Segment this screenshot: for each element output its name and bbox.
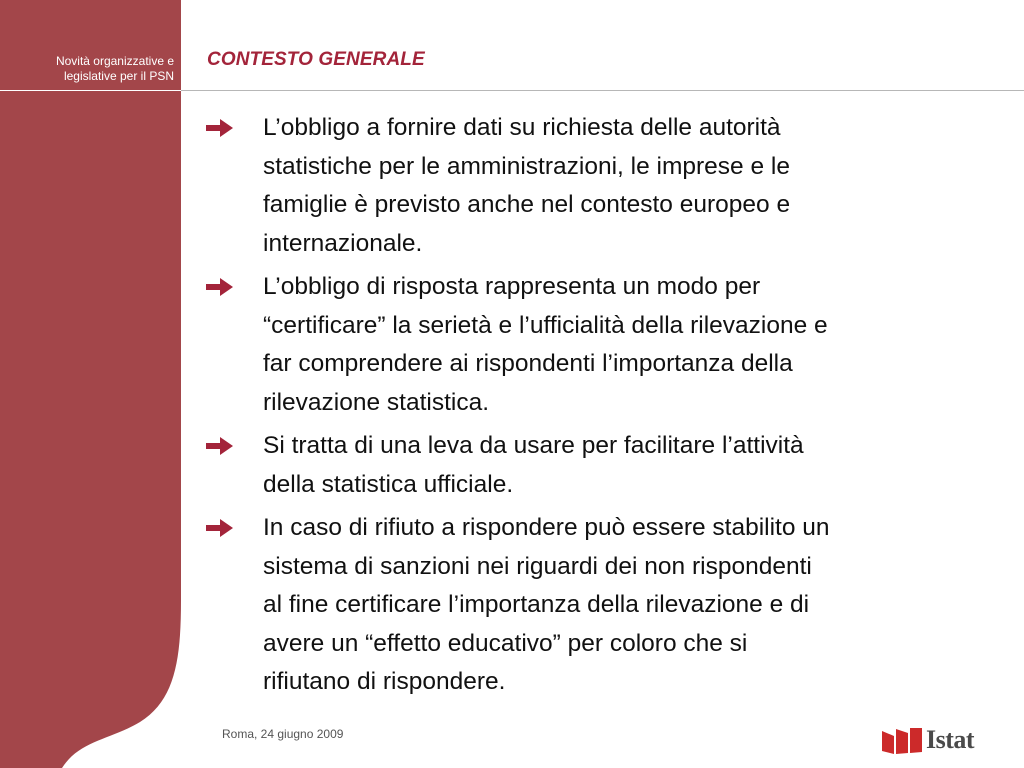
right-arrow-icon	[205, 118, 235, 138]
bullet-line: statistiche per le amministrazioni, le imprese e le	[263, 152, 790, 180]
right-arrow-icon	[205, 436, 235, 456]
istat-logo-wordmark: Istat	[926, 725, 975, 754]
slide-title: CONTESTO GENERALE	[207, 49, 425, 70]
bullet-item	[205, 109, 1005, 263]
bullet-line: internazionale.	[263, 229, 423, 257]
right-arrow-icon	[205, 518, 235, 538]
bullet-line: In caso di rifiuto a rispondere può essere stabilito un	[263, 514, 830, 541]
right-arrow-icon	[205, 277, 235, 297]
bullet-line: far comprendere ai rispondenti l’importanza della	[263, 350, 793, 377]
bullet-list	[205, 109, 1005, 707]
bullet-line: Si tratta di una leva da usare per facilitare l’attività	[263, 432, 804, 459]
sidebar-panel	[0, 0, 190, 768]
bullet-line: “certificare” la serietà e l’ufficialità della rilevazione e	[263, 311, 828, 339]
bullet-text	[263, 509, 1005, 702]
presentation-subtitle	[6, 54, 174, 84]
bullet-line: della statistica ufficiale.	[263, 470, 514, 498]
presentation-subtitle-line: legislative per il PSN	[63, 69, 174, 83]
bullet-item	[205, 268, 1005, 422]
bullet-text	[263, 268, 1005, 422]
istat-logo	[882, 723, 982, 757]
bullet-line: sistema di sanzioni nei riguardi dei non rispondenti	[263, 552, 812, 580]
bullet-line: famiglie è previsto anche nel contesto europeo e	[263, 191, 791, 218]
bullet-line: L’obbligo a fornire dati su richiesta delle autorità	[263, 114, 781, 141]
bullet-line: L’obbligo di risposta rappresenta un modo per	[263, 273, 761, 300]
bullet-text	[263, 427, 1005, 504]
presentation-subtitle-line: Novità organizzative e	[55, 54, 174, 68]
bullet-item	[205, 509, 1005, 702]
bullet-line: al fine certificare l’importanza della rilevazione e di	[263, 591, 810, 618]
header-divider	[181, 90, 1024, 91]
bullet-line: rilevazione statistica.	[263, 388, 490, 416]
footer-date: Roma, 24 giugno 2009	[222, 727, 344, 741]
sidebar-divider	[0, 90, 181, 91]
bullet-item	[205, 427, 1005, 504]
istat-logo-mark-icon	[882, 728, 924, 754]
bullet-text	[263, 109, 1005, 263]
bullet-line: rifiutano di rispondere.	[263, 668, 506, 695]
bullet-line: avere un “effetto educativo” per coloro che si	[263, 629, 748, 657]
